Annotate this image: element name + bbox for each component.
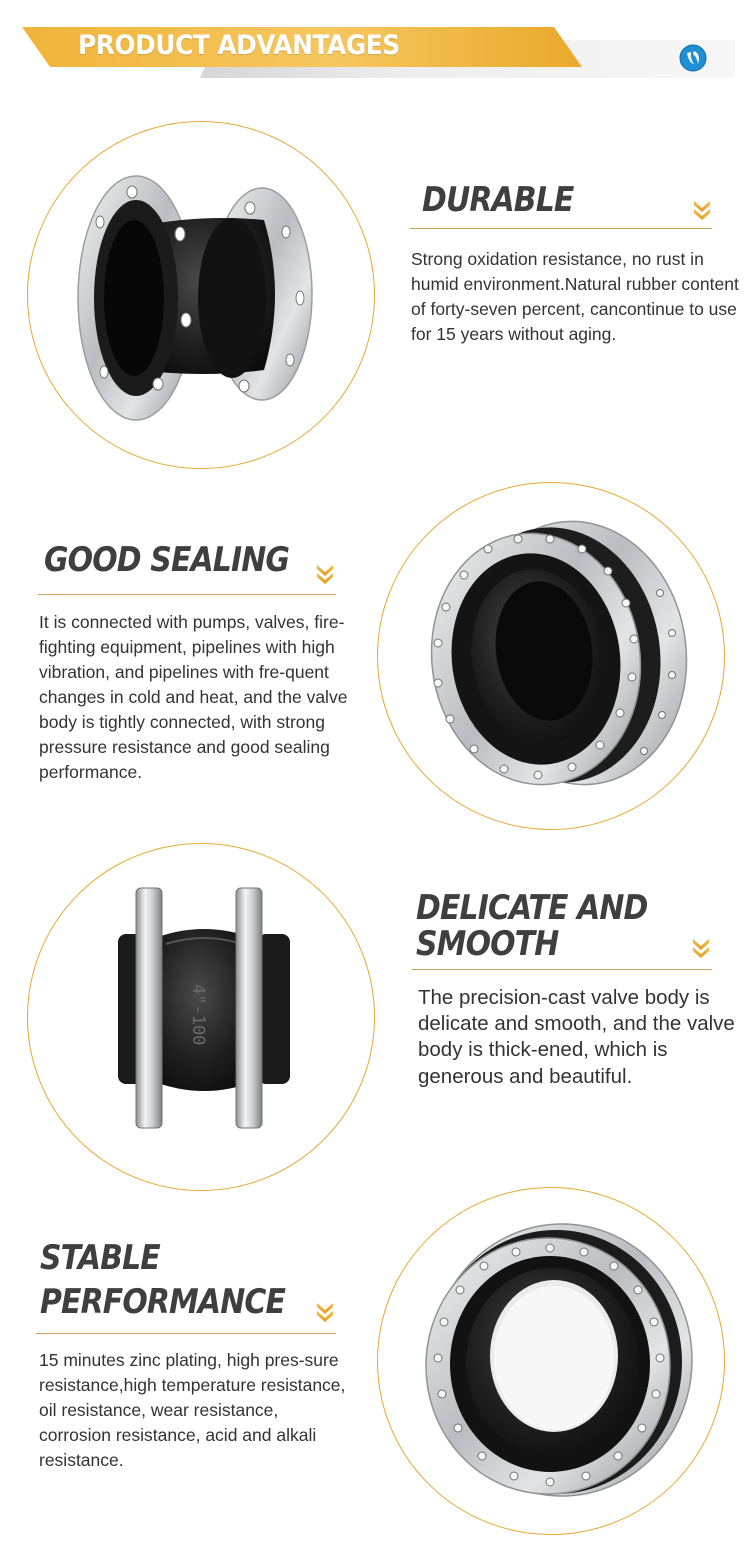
feature-description: 15 minutes zinc plating, high pres-sure resistance,high temperature resistance, oil resistance, wear resistance, corrosion resistance, acid and alkali resistance. bbox=[39, 1350, 346, 1471]
company-logo-icon bbox=[679, 44, 707, 72]
product-image-frame bbox=[27, 843, 375, 1191]
product-image-frame bbox=[27, 121, 375, 469]
title-underline bbox=[38, 594, 336, 595]
feature-title: GOOD SEALING bbox=[44, 540, 290, 580]
product-image-frame bbox=[377, 482, 725, 830]
feature-description: Strong oxidation resistance, no rust in humid environment.Natural rubber content of forty-seven percent, cancontinue to use for 15 years without aging. bbox=[411, 249, 739, 345]
feature-description: It is connected with pumps, valves, fire-fighting equipment, pipelines with high vibration, and pipelines with fre-quent changes in cold and heat, and the valve body is tightly connected, with strong pressure resistance and good sealing performance. bbox=[39, 612, 348, 783]
rubber-expansion-joint-side-view bbox=[28, 122, 374, 468]
title-underline bbox=[36, 1333, 336, 1334]
feature-title-line2: SMOOTH bbox=[416, 924, 559, 964]
feature-title: DURABLE bbox=[422, 180, 574, 220]
product-image-frame bbox=[377, 1187, 725, 1535]
title-underline bbox=[412, 969, 712, 970]
double-chevron-down-icon bbox=[692, 199, 712, 221]
double-chevron-down-icon bbox=[691, 937, 711, 959]
feature-title: DELICATE AND bbox=[416, 888, 648, 928]
rubber-expansion-joint-angled-view bbox=[378, 483, 724, 829]
rubber-expansion-joint-profile-view bbox=[28, 844, 374, 1190]
double-chevron-down-icon bbox=[315, 563, 335, 585]
title-underline bbox=[410, 228, 712, 229]
rubber-expansion-joint-front-view bbox=[378, 1188, 724, 1534]
section-banner bbox=[0, 0, 750, 90]
banner-title: PRODUCT ADVANTAGES bbox=[78, 30, 400, 61]
feature-description: The precision-cast valve body is delicate and smooth, and the valve body is thick-ened, which is generous and beautiful. bbox=[418, 986, 735, 1088]
double-chevron-down-icon bbox=[315, 1301, 335, 1323]
size-marking: 4"-100 bbox=[188, 984, 208, 1046]
feature-title: STABLE bbox=[40, 1238, 160, 1278]
feature-title-line2: PERFORMANCE bbox=[40, 1282, 286, 1322]
